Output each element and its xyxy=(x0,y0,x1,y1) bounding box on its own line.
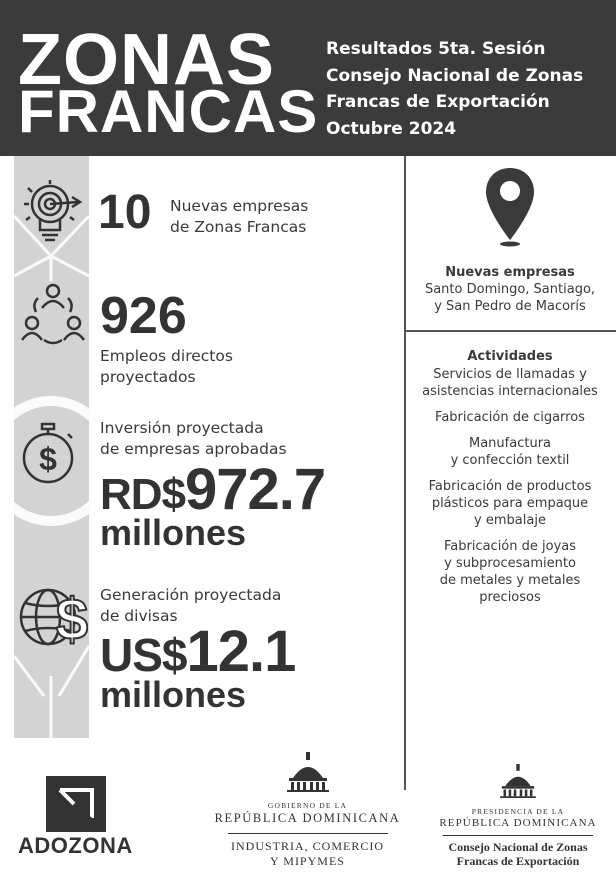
activity-line: Fabricación de joyas xyxy=(443,539,577,554)
title-line-2: FRANCAS xyxy=(18,78,319,145)
label-line: Generación proyectada xyxy=(100,586,282,604)
activity-line: Servicios de llamadas y xyxy=(433,367,587,382)
label-line: de Zonas Francas xyxy=(170,218,307,236)
locations-line: Santo Domingo, Santiago, xyxy=(424,282,596,297)
amount-value: 972.7 xyxy=(185,457,326,522)
subtitle-line: Consejo Nacional de Zonas xyxy=(326,65,584,86)
activity-line: asistencias internacionales xyxy=(422,384,598,399)
amount-value: 12.1 xyxy=(186,619,296,684)
gov-dept-line: Y MIPYMES xyxy=(270,854,345,868)
activities-heading: Actividades xyxy=(467,349,553,364)
globe-dollar-icon xyxy=(18,584,88,650)
activity-item xyxy=(408,409,612,426)
activity-line: preciosos xyxy=(479,590,541,605)
activities-block xyxy=(408,348,612,606)
label-line: de divisas xyxy=(100,607,178,625)
currency-symbol: US$ xyxy=(100,629,187,681)
government-seal-block xyxy=(210,752,405,869)
subtitle-line: Octubre 2024 xyxy=(326,118,457,139)
pres-name: REPÚBLICA DOMINICANA xyxy=(439,817,597,829)
new-companies-label xyxy=(170,196,308,238)
jobs-label xyxy=(100,346,233,388)
label-line: Nuevas empresas xyxy=(170,197,309,215)
new-companies-number: 10 xyxy=(98,186,152,239)
label-line: proyectados xyxy=(100,368,196,386)
horizontal-divider xyxy=(405,330,616,332)
dollar-clock-icon xyxy=(20,420,78,488)
presidency-seal-block xyxy=(420,764,616,868)
activity-line: y embalaje xyxy=(474,513,546,528)
subtitle-line: Francas de Exportación xyxy=(326,92,550,112)
activity-line: Fabricación de productos xyxy=(428,479,592,494)
header-subtitle xyxy=(326,36,583,142)
pres-top-text: PRESIDENCIA DE LA xyxy=(471,807,565,816)
gov-dept-line: INDUSTRIA, COMERCIO xyxy=(230,839,384,853)
label-line: de empresas aprobadas xyxy=(100,440,287,458)
activity-line: Manufactura xyxy=(469,436,551,451)
foreign-exchange-unit: millones xyxy=(100,674,247,715)
jobs-number: 926 xyxy=(100,287,187,345)
activity-line: plásticos para empaque xyxy=(431,496,589,511)
gov-divider xyxy=(228,833,388,834)
target-bulb-icon xyxy=(20,180,88,248)
pres-dept-line: Consejo Nacional de Zonas xyxy=(448,840,588,854)
capitol-dome-icon xyxy=(285,752,331,792)
subtitle-line: Resultados 5ta. Sesión xyxy=(326,39,546,59)
header-banner xyxy=(0,0,616,156)
activity-item xyxy=(408,366,612,400)
gov-top-text: GOBIERNO DE LA xyxy=(267,801,348,810)
investment-unit: millones xyxy=(100,512,247,553)
activity-item xyxy=(408,538,612,606)
pres-dept-line: Francas de Exportación xyxy=(456,854,580,868)
activity-line: Fabricación de cigarros xyxy=(435,410,585,425)
map-pin-icon xyxy=(484,166,536,248)
adozona-wordmark: ADOZONA xyxy=(18,833,133,858)
svg-text:$: $ xyxy=(39,441,57,477)
label-line: Inversión proyectada xyxy=(100,419,264,437)
activity-line: y confección textil xyxy=(450,453,570,468)
currency-symbol: RD$ xyxy=(100,470,186,519)
locations-block xyxy=(408,264,612,315)
title-line-1: ZONAS xyxy=(18,20,275,100)
investment-label xyxy=(100,418,287,460)
activity-item xyxy=(408,478,612,529)
label-line: Empleos directos xyxy=(100,347,233,365)
pres-divider xyxy=(443,835,593,836)
locations-line: y San Pedro de Macorís xyxy=(434,299,586,314)
locations-heading: Nuevas empresas xyxy=(445,265,575,280)
activity-item xyxy=(408,435,612,469)
activity-line: y subprocesamiento xyxy=(444,556,576,571)
people-network-icon xyxy=(20,282,86,348)
vertical-divider xyxy=(404,156,406,790)
adozona-logo-icon xyxy=(46,776,106,832)
gov-name: REPÚBLICA DOMINICANA xyxy=(214,811,401,825)
capitol-dome-icon xyxy=(498,764,538,798)
activity-line: de metales y metales xyxy=(439,573,581,588)
svg-text:$: $ xyxy=(55,587,88,650)
